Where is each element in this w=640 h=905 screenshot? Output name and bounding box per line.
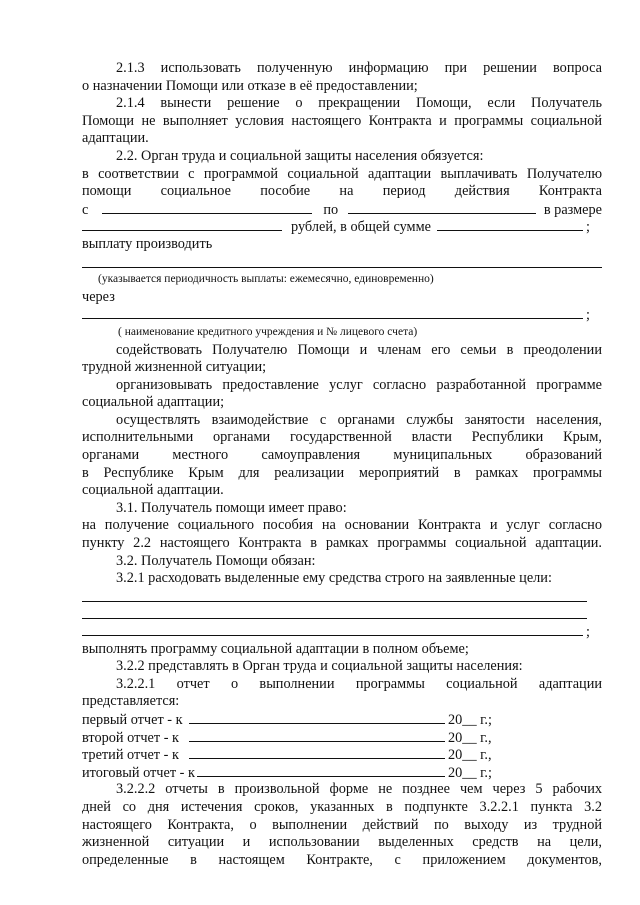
text-line: пункту 2.2 настоящего Контракта в рамках программы социальной адаптации.: [82, 535, 602, 552]
semicolon: ;: [586, 307, 590, 324]
text-line: осуществлять взаимодействие с органами службы занятости населения,: [116, 411, 602, 428]
report-date-blank: [189, 711, 445, 724]
blank-line: [82, 605, 602, 623]
period-to-blank: [348, 201, 536, 214]
text-line: в соответствии с программой социальной адаптации выплачивать Получателю: [82, 165, 602, 182]
text-line: определенные в настоящем Контракте, с приложением документов,: [82, 851, 602, 868]
text-line: социальной адаптации.: [82, 482, 224, 499]
period-from-label: с: [82, 201, 89, 218]
text-line: через: [82, 288, 115, 305]
text-line: адаптации.: [82, 130, 149, 147]
amount-line: [82, 218, 602, 236]
text-line: выплату производить: [82, 235, 213, 252]
text-line: исполнительными органами государственной власти Республики Крым,: [82, 429, 602, 446]
amount-label: в размере: [543, 201, 602, 218]
text-line: Помощи не выполняет условия настоящего Контракта и программы социальной: [82, 112, 602, 129]
text-line: социальной адаптации;: [82, 394, 225, 411]
blank-line: [82, 588, 602, 606]
report-date-blank: [189, 746, 445, 759]
clause-3-2-2: 3.2.2 представлять в Орган труда и социальной защиты населения:: [116, 658, 523, 675]
bank-blank: [82, 306, 583, 319]
text-line: органами местного самоуправления муниципальных образований: [82, 447, 602, 464]
period-line: [82, 201, 602, 219]
report-date-blank: [197, 764, 445, 777]
clause-3-2-2-2: 3.2.2.2 отчеты в произвольной форме не позднее чем через 5 рабочих: [116, 781, 602, 798]
text-line: организовывать предоставление услуг согласно разработанной программе: [116, 376, 602, 393]
clause-2-2: 2.2. Орган труда и социальной защиты населения обязуется:: [116, 147, 484, 164]
text-line: содействовать Получателю Помощи и членам его семьи в преодолении: [116, 341, 602, 358]
document-page: [82, 60, 602, 869]
amount-blank: [82, 218, 282, 231]
clause-2-1-4: 2.1.4 вынести решение о прекращении Помощи, если Получатель: [116, 95, 602, 112]
report-date-blank: [189, 729, 445, 742]
period-to-label: по: [323, 201, 339, 218]
clause-3-1: 3.1. Получатель помощи имеет право:: [116, 499, 347, 516]
text-line: о назначении Помощи или отказе в её предоставлении;: [82, 77, 418, 94]
total-sum-label: рублей, в общей сумме: [291, 219, 432, 236]
semicolon: ;: [586, 624, 590, 640]
text-line: дней со дня истечения сроков, указанных в подпункте 3.2.2.1 пункта 3.2: [82, 798, 602, 815]
semicolon: ;: [586, 219, 590, 236]
clause-2-1-3: 2.1.3 использовать полученную информацию при решении вопроса: [116, 60, 602, 76]
text-line: помощи социальное пособие на период действия Контракта: [82, 183, 602, 200]
clause-3-2-2-1: 3.2.2.1 отчет о выполнении программы социальной адаптации: [116, 675, 602, 692]
report-row-3: третий отчет - к 20__ г.,: [82, 747, 492, 764]
total-sum-blank: [437, 218, 583, 231]
text-line: трудной жизненной ситуации;: [82, 359, 267, 376]
text-line: представляется:: [82, 693, 180, 710]
hint-bank: ( наименование кредитного учреждения и № лицевого счета): [118, 325, 418, 338]
report-row-4: итоговый отчет - к 20__ г.;: [82, 764, 492, 781]
clause-3-2: 3.2. Получатель Помощи обязан:: [116, 552, 316, 569]
text-line: на получение социального пособия на основании Контракта и услуг согласно: [82, 517, 602, 534]
blank-line: [82, 254, 602, 272]
report-row-1: первый отчет - к 20__ г.;: [82, 711, 492, 728]
period-from-blank: [102, 201, 312, 214]
report-row-2: второй отчет - к 20__ г.,: [82, 729, 492, 746]
text-line: настоящего Контракта, о выполнении действий по выходу из трудной: [82, 816, 602, 833]
text-line: выполнять программу социальной адаптации в полном объеме;: [82, 640, 469, 657]
clause-3-2-1: 3.2.1 расходовать выделенные ему средства строго на заявленные цели:: [116, 570, 552, 587]
text-line: жизненной ситуации и использовании выделенных средств на цели,: [82, 834, 602, 851]
bank-line: [82, 306, 602, 324]
blank-line: [82, 623, 602, 641]
hint-periodicity: (указывается периодичность выплаты: ежемесячно, единовременно): [98, 273, 434, 286]
text-line: в Республике Крым для реализации мероприятий в рамках программы: [82, 464, 602, 481]
